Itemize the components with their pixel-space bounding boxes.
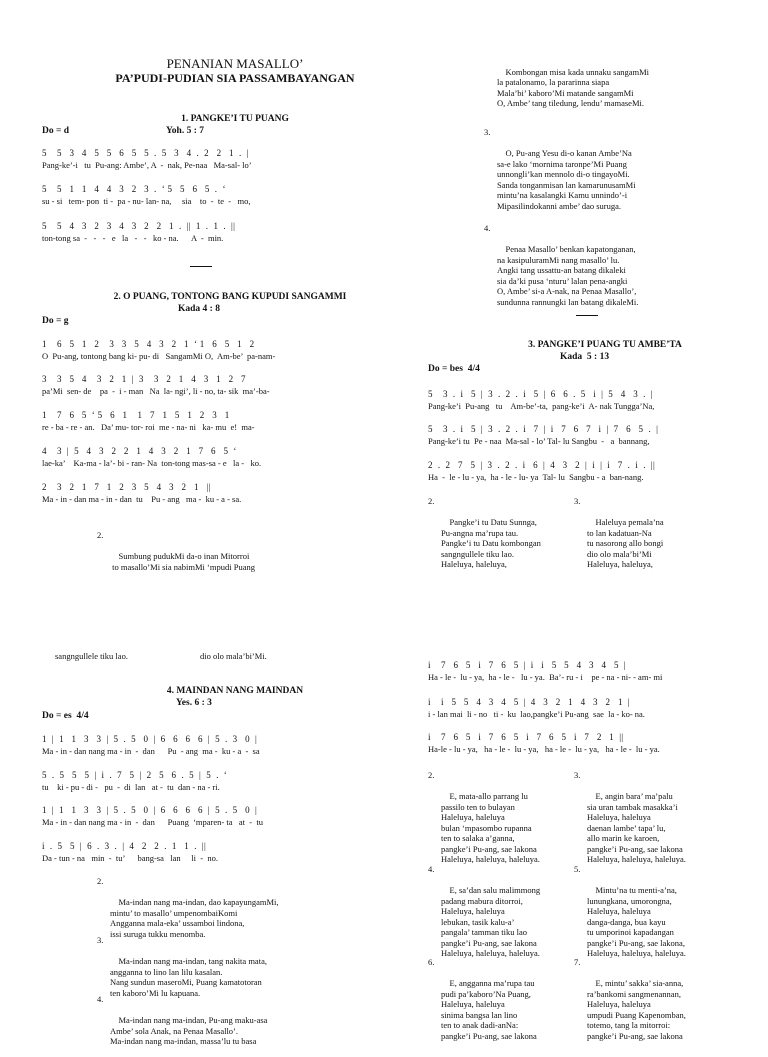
- song-3-notes-2: 5 3 . i 5 | 3 . 2 . i 7 | i 7 6 7 i | 7 6 5 . |: [428, 424, 659, 434]
- verse-text: E, angin bara’ ma’palu sia uran tambak masakka’i Haleluya, haleluya daenan lambe’ tapa’ lu, allo marin ke karoen, pangke’i Pu-ang, sae lakona Haleluya, haleluya, haleluya.: [587, 791, 686, 864]
- song-3-lyrics-3: Ha - le - lu - ya, ha - le - lu- ya Tal- lu Sangbu - a ban-nang.: [428, 472, 644, 482]
- song-2-notes-2: 3 3 5 4 3 2 1 | 3 3 2 1 4 3 1 2 7: [42, 374, 246, 384]
- song-3-lyrics-4: Ha - le - lu - ya, ha - le - lu - ya. Ba’- ru - i pe - na - ni- - am- mi: [428, 672, 663, 682]
- verse-number: 5.: [574, 864, 581, 874]
- verse-number: 2.: [97, 876, 104, 886]
- verse-text: Pangke’i tu Datu Sunnga, Pu-angna ma’rupa tau. Pangke’i tu Datu kombongan sangngullele tiku lao. Haleluya, haleluya,: [441, 517, 541, 569]
- verse-text: Sumbung pudukMi da-o inan Mitorroi to masallo’Mi sia nabimMi ‘mpudi Puang: [112, 551, 255, 572]
- song-3-lyrics-2: Pang-ke’i tu Pe - naa Ma-sal - lo’ Tal- lu Sangbu - a bannang,: [428, 436, 650, 446]
- song-3-title: 3. PANGKE’I PUANG TU AMBE’TA: [528, 340, 682, 350]
- song-2-lyrics-5: Ma - in - dan ma - in - dan tu Pu - ang ma - ku - a - sa.: [42, 494, 242, 504]
- verse-text: O, Pu-ang Yesu di-o kanan Ambe’Na sa-e lako ‘mornima taronpe’Mi Puang unnongli’kan mennolo di-o tingayoMi. Sanda tonganmisan lan kamarunusamMi mintu’na kasalangki Kamu unnindo’-i Mipasilindokanni ambe’ dao suruga.: [497, 148, 636, 211]
- song-4-notes-1: 1 | 1 1 3 3 | 5 . 5 0 | 6 6 6 6 | 5 . 3 0 |: [42, 734, 258, 744]
- song-4-ref: Yes. 6 : 3: [176, 698, 212, 708]
- song-3-notes-1: 5 3 . i 5 | 3 . 2 . i 5 | 6 6 . 5 i | 5 4 3 . |: [428, 389, 653, 399]
- song-2-lyrics-3: re - ba - re - an. Da’ mu- tor- roi me - na- ni ka- mu e! ma-: [42, 422, 255, 432]
- verse-number: 3.: [574, 496, 581, 506]
- song-2-lyrics-1: O Pu-ang, tontong bang ki- pu- di SangamMi O, Am-be’ pa-nam-: [42, 351, 276, 361]
- verse-number: 3.: [97, 935, 104, 945]
- verse: [428, 770, 540, 875]
- page-title: PENANIAN MASALLO’: [166, 56, 304, 71]
- song-4-lyrics-2: tu ki - pu - di - pu - di lan at - tu dan - na - ri.: [42, 782, 220, 792]
- verse-number: 3.: [484, 127, 491, 137]
- song-4-lyrics-3: Ma - in - dan nang ma - in - dan Puang ‘mparen- ta at - tu: [42, 817, 263, 827]
- verse-text: Kombongan misa kada unnaku sangamMi la patalonamo, la pararinna siapa Mala’bi’ kaboro’Mi matande sangamMi O, Ambe’ tang tiledung, lendu’ mamaseMi.: [497, 66, 650, 108]
- verse: [428, 957, 537, 1052]
- verse-text: E, angganna ma’rupa tau pudi pa’kaboro’Na Puang, Haleluya, haleluya sinima bangsa lan lino ten to anak dadi-anNa: pangke’i Pu-ang, sae lakona: [441, 978, 537, 1041]
- song-4-title: 4. MAINDAN NANG MAINDAN: [166, 686, 304, 696]
- verse: [574, 770, 686, 875]
- song-1-lyrics-1: Pang-ke’-i tu Pu-ang: Ambe’, A - nak, Pe-naa Ma-sal- lo’: [42, 160, 252, 170]
- verse-text: E, mata-allo parrang lu passilo ten to bulayan Haleluya, haleluya bulan ‘mpasombo rupanna ten to salaka a’ganna, pangke’i Pu-ang, sae lakona Haleluya, haleluya, haleluya.: [441, 791, 540, 864]
- verse-number: 4.: [428, 864, 435, 874]
- verse-number: 4.: [97, 994, 104, 1004]
- song-1-notes-1: 5 5 3 4 5 5 6 5 5 . 5 3 4 . 2 2 1 . |: [42, 148, 249, 158]
- song-4-lyrics-4: Da - tun - na min - tu’ bang-sa lan li - no.: [42, 853, 218, 863]
- verse-text: Haleluya pemala’na to lan kadatuan-Na tu nasorong allo bongi dio olo mala’bi’Mi Haleluya, haleluya,: [587, 517, 664, 569]
- verse-number: 2.: [428, 770, 435, 780]
- divider: [190, 266, 212, 267]
- verse-number: 3.: [574, 770, 581, 780]
- verse: [97, 530, 255, 583]
- song-3-notes-3: 2 . 2 7 5 | 3 . 2 . i 6 | 4 3 2 | i | i 7 . i . ||: [428, 460, 656, 470]
- song-1-notes-2: 5 5 1 1 4 4 3 2 3 . ‘ 5 5 6 5 . ‘: [42, 184, 226, 194]
- song-3-key: Do = bes 4/4: [428, 364, 480, 374]
- song-2-key: Do = g: [42, 316, 69, 326]
- verse-number: 4.: [484, 223, 491, 233]
- verse: [574, 957, 686, 1052]
- verse-number: 6.: [428, 957, 435, 967]
- verse-text: Mintu’na tu menti-a’na, lunungkana, umorongna, Haleluya, haleluya danga-danga, bua kayu tu umporinoi kapadangan pangke’i Pu-ang, sae lakona, Haleluya, haleluya, haleluya.: [587, 885, 686, 958]
- verse: [428, 864, 541, 969]
- verse: [574, 864, 686, 969]
- verse-number: 2.: [428, 496, 435, 506]
- song-1-key: Do = d: [42, 126, 70, 136]
- song-1-lyrics-2: su - si tem- pon ti - pa - nu- lan- na, sia to - te - mo,: [42, 196, 251, 206]
- song-2-notes-3: 1 7 6 5 ‘ 5 6 1 1 7 1 5 1 2 3 1: [42, 410, 230, 420]
- song-3-lyrics-6: Ha-le - lu - ya, ha - le - lu - ya, ha - le - lu - ya, ha - le - lu - ya.: [428, 744, 660, 754]
- song-4-notes-3: 1 | 1 1 3 3 | 5 . 5 0 | 6 6 6 6 | 5 . 5 0 |: [42, 805, 258, 815]
- verse: [97, 994, 268, 1057]
- verse: [574, 496, 664, 580]
- verse-end-a: sangngullele tiku lao.: [55, 651, 128, 661]
- song-1-ref: Yoh. 5 : 7: [166, 126, 205, 136]
- divider: [576, 315, 598, 316]
- verse-number: 2.: [97, 530, 104, 540]
- song-3-notes-5: i i 5 5 4 3 4 5 | 4 3 2 1 4 3 2 1 |: [428, 697, 630, 707]
- verse-text: Ma-indan nang ma-indan, dao kapayungamMi, mintu’ to masallo’ umpenombaiKomi Angganna mala-eka’ ussamboi lindona, issi suruga tukku menomba.: [110, 897, 279, 939]
- song-3-notes-6: i 7 6 5 i 7 6 5 i 7 6 5 i 7 2 1 ||: [428, 732, 624, 742]
- song-1-title: 1. PANGKE’I TU PUANG: [181, 114, 289, 124]
- song-3-notes-4: i 7 6 5 i 7 6 5 | i i 5 5 4 3 4 5 |: [428, 660, 626, 670]
- song-3-lyrics-1: Pang-ke’i Pu-ang tu Am-be’-ta, pang-ke’i A- nak Tungga’Na,: [428, 401, 655, 411]
- song-4-lyrics-1: Ma - in - dan nang ma - in - dan Pu - ang ma - ku - a - sa: [42, 746, 260, 756]
- verse-text: E, mintu’ sakka’ sia-anna, ra’bankomi sangmenannan, Haleluya, haleluya umpudi Puang Kapenomban, totemo, tang la mitorroi: pangke’i Pu-ang, sae lakona: [587, 978, 686, 1041]
- verse: [428, 496, 541, 580]
- song-2-notes-5: 2 3 2 1 7 1 2 3 5 4 3 2 1 ||: [42, 482, 211, 492]
- song-2-notes-1: 1 6 5 1 2 3 3 5 4 3 2 1 ‘ 1 6 5 1 2: [42, 339, 255, 349]
- verse-text: E, sa’dan salu malimmong padang mabura ditorroi, Haleluya, haleluya lebukan, tasik kalu-a’ pangala’ tamman tiku lao pangke’i Pu-ang, sae lakona Haleluya, haleluya, haleluya.: [441, 885, 541, 958]
- song-2-title: 2. O PUANG, TONTONG BANG KUPUDI SANGAMMI: [113, 292, 347, 302]
- verse: [484, 223, 639, 318]
- verse: [484, 127, 636, 222]
- song-4-notes-2: 5 . 5 5 5 | i . 7 5 | 2 5 6 . 5 | 5 . ‘: [42, 770, 228, 780]
- verse-text: Penaa Masallo’ benkan kapatonganan, na kasipuluramMi nang masallo’ lu. Angki tang ussattu-an batang dikaleki sia da’ki pusa ‘nturu’ lalan pena-angki O, Ambe’ si-a A-nak, na Penaa Masallo’, sundunna rannungki lan batang dikaleMi.: [497, 244, 639, 307]
- verse-text: Ma-indan nang ma-indan, Pu-ang maku-asa Ambe’ sola Anak, na Penaa Masallo’. Ma-indan nang ma-indan, massa’lu tu basa: [110, 1015, 268, 1046]
- song-2-ref: Kada 4 : 8: [178, 304, 220, 314]
- song-4-key: Do = es 4/4: [42, 711, 89, 721]
- song-2-lyrics-4: lae-ka’ Ka-ma - la’- bi - ran- Na ton-tong mas-sa - e la - ko.: [42, 458, 262, 468]
- song-2-notes-4: 4 3 | 5 4 3 2 2 1 4 3 2 1 7 6 5 ‘: [42, 446, 237, 456]
- verse: [497, 56, 649, 119]
- song-1-notes-3: 5 5 4 3 2 3 4 3 2 2 1 . || 1 . 1 . ||: [42, 221, 236, 231]
- verse-end-b: dio olo mala’bi’Mi.: [200, 651, 267, 661]
- song-1-lyrics-3: ton-tong sa - - - e la - - ko - na. A - min.: [42, 233, 224, 243]
- song-3-ref: Kada 5 : 13: [560, 352, 610, 362]
- song-2-lyrics-2: pa’Mi sen- de pa - i - man Na la- ngi’, li - no, ta- sik ma’-ba-: [42, 386, 270, 396]
- song-4-notes-4: i . 5 5 | 6 . 3 . | 4 2 2 . 1 1 . ||: [42, 841, 207, 851]
- verse-number: 7.: [574, 957, 581, 967]
- page-subtitle: PA’PUDI-PUDIAN SIA PASSAMBAYANGAN: [115, 71, 355, 85]
- song-3-lyrics-5: i - lan mai li - no ti - ku lao,pangke’i Pu-ang sae la - ko- na.: [428, 709, 645, 719]
- verse-text: Ma-indan nang ma-indan, tang nakita mata, angganna to lino lan lilu kasalan. Nang sundun maseroMi, Puang kamatotoran ten kaboro’Mi lu kapuana.: [110, 956, 267, 998]
